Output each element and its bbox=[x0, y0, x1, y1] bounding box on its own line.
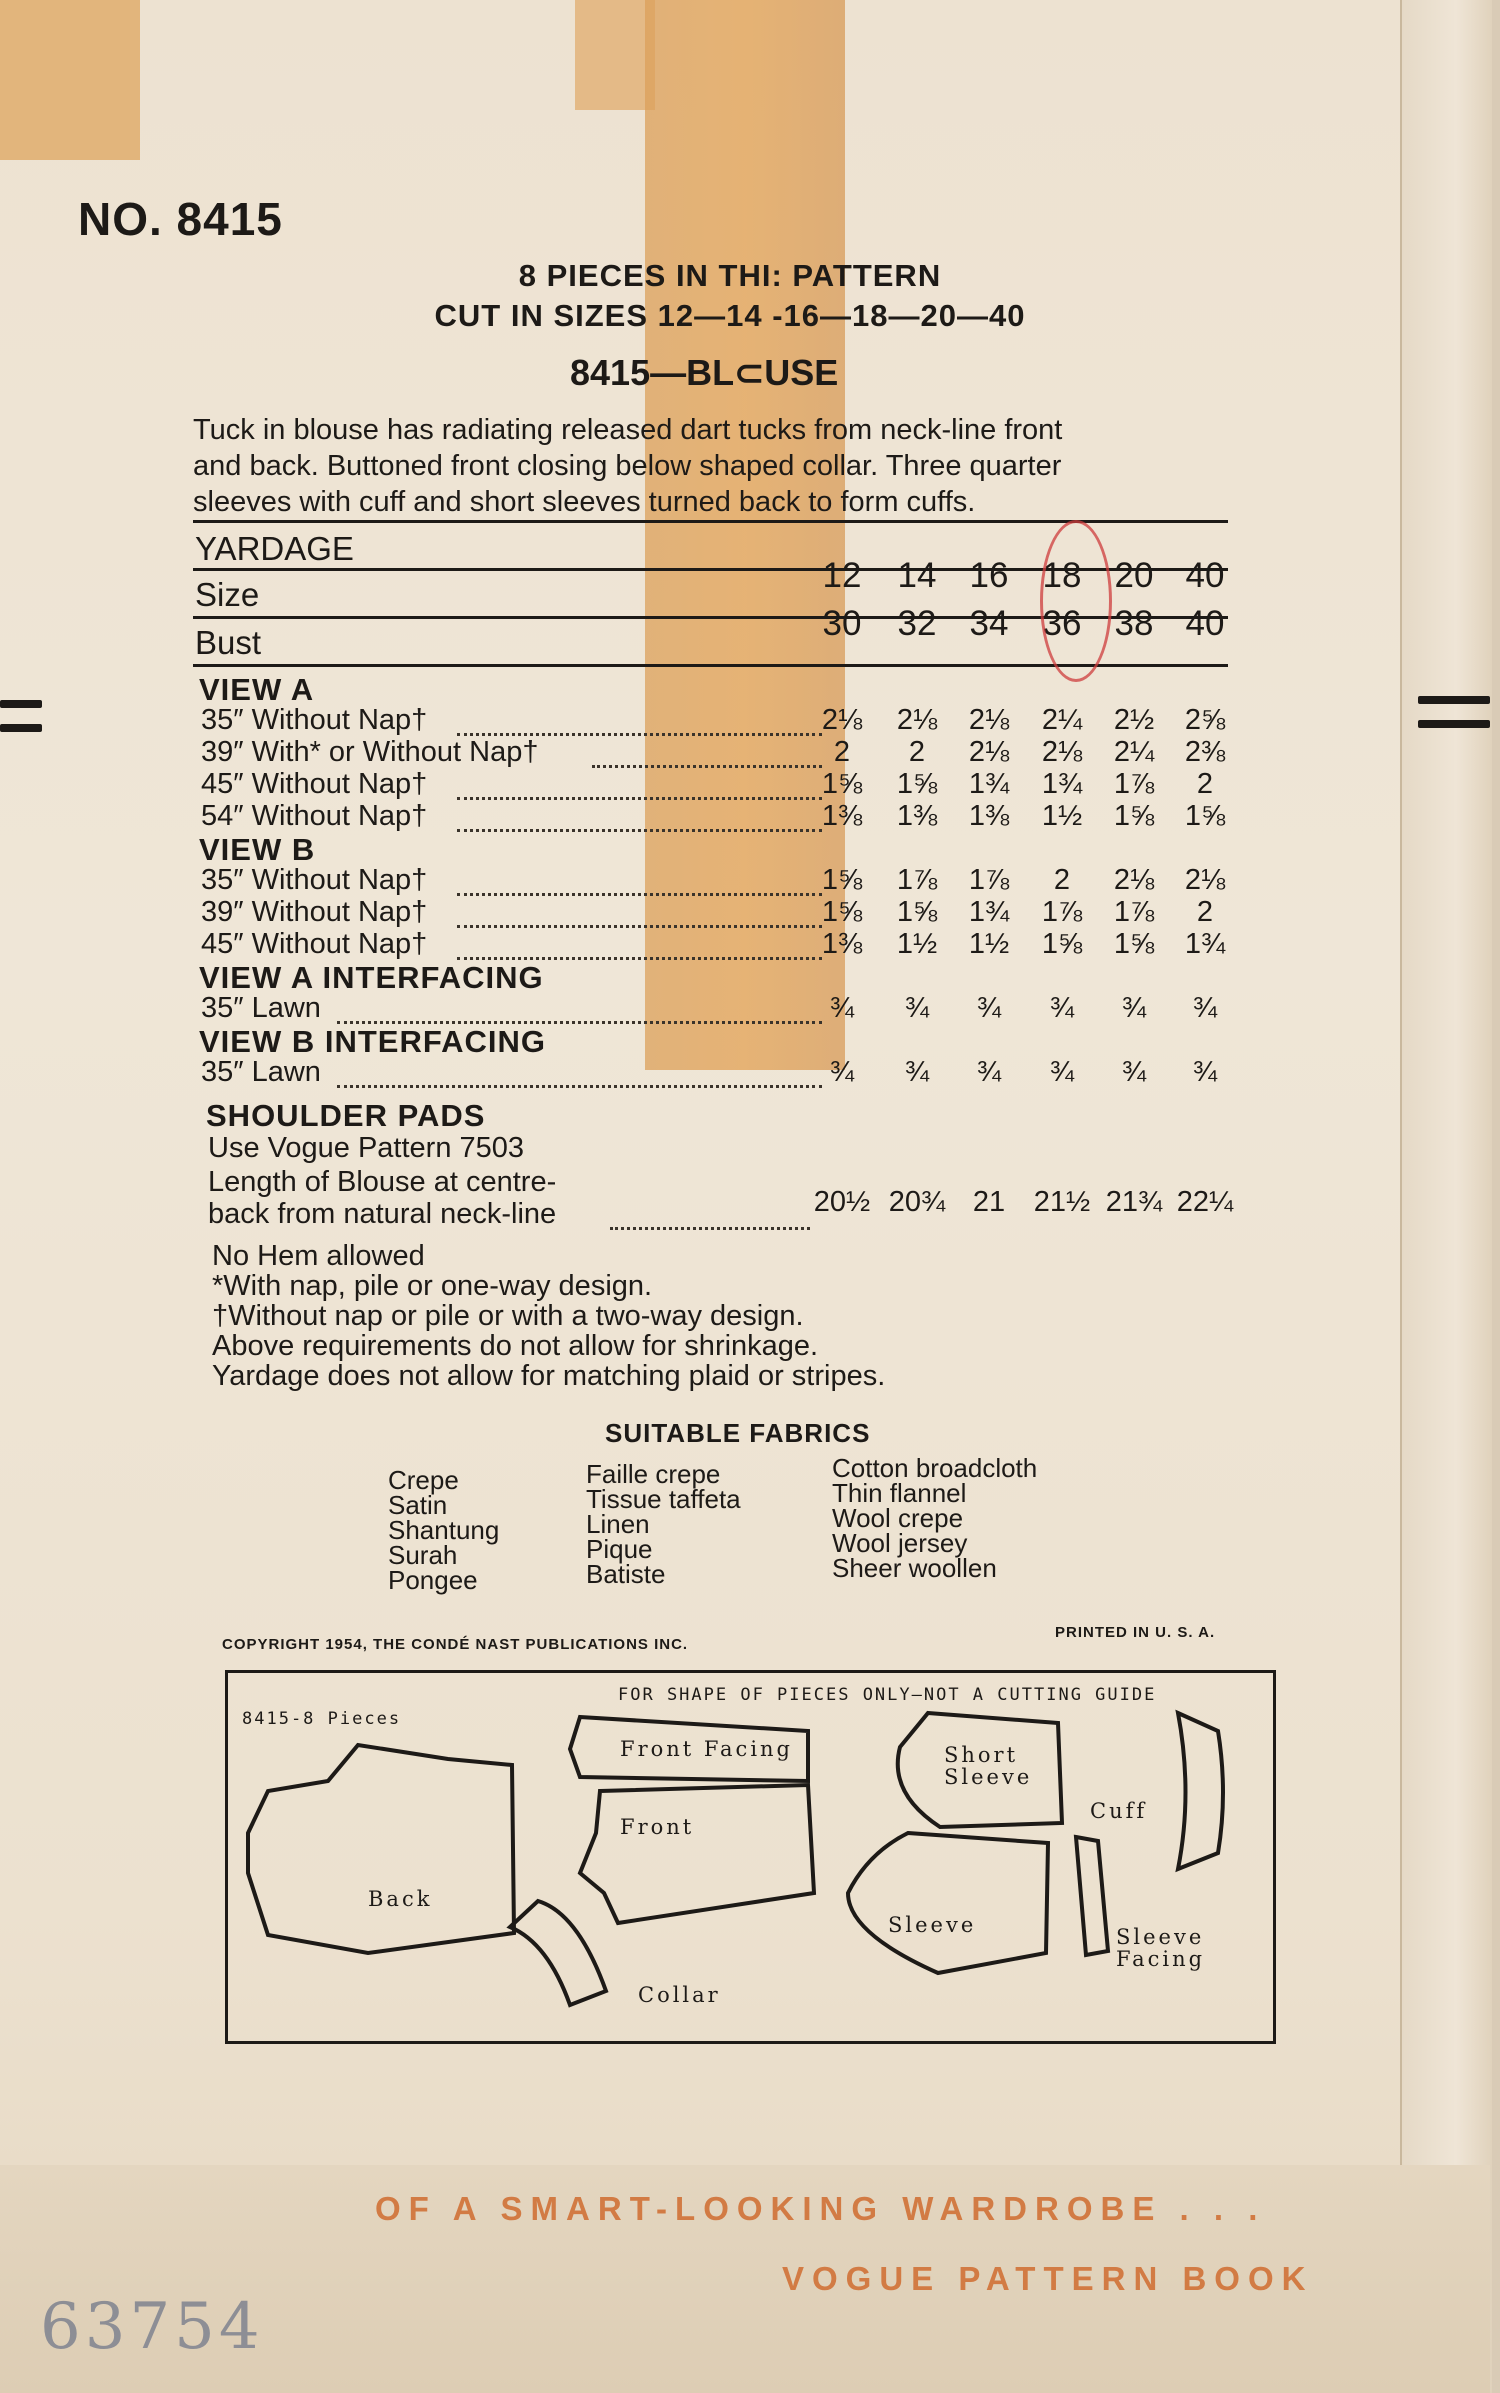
fabrics-column bbox=[832, 1453, 1038, 1583]
length-label: back from natural neck-line bbox=[208, 1198, 557, 1230]
footer-book: VOGUE PATTERN BOOK bbox=[782, 2260, 1314, 2297]
fabrics-column bbox=[586, 1459, 741, 1589]
cuff-shape bbox=[1178, 1713, 1223, 1869]
leader-dots bbox=[457, 928, 822, 960]
fabrics-column bbox=[388, 1465, 500, 1595]
shoulder-pads-heading: SHOULDER PADS bbox=[206, 1098, 486, 1133]
yardage-value: 2⅛ bbox=[968, 736, 1010, 768]
collar-shape bbox=[510, 1901, 606, 2005]
tape-stain bbox=[0, 0, 140, 160]
size-value: 12 bbox=[822, 556, 862, 595]
short-sleeve-label: Short bbox=[944, 1743, 1019, 1767]
yardage-value: 1⅞ bbox=[968, 864, 1010, 896]
sleeve-label: Sleeve bbox=[888, 1913, 977, 1937]
front-label: Front bbox=[620, 1815, 695, 1839]
yardage-value: 1¾ bbox=[1041, 768, 1083, 800]
collar-label: Collar bbox=[638, 1983, 721, 2007]
front-facing-label: Front Facing bbox=[620, 1737, 794, 1761]
length-value: 21 bbox=[972, 1186, 1006, 1218]
row-label: 45″ Without Nap† bbox=[201, 928, 428, 960]
leader-dots bbox=[337, 1056, 822, 1088]
size-value: 40 bbox=[1185, 556, 1225, 595]
leader-dots bbox=[610, 1198, 810, 1230]
yardage-value: ¾ bbox=[829, 992, 855, 1024]
yardage-value: ¾ bbox=[1121, 992, 1147, 1024]
tape-stain bbox=[575, 0, 655, 110]
leader-dots bbox=[337, 992, 822, 1024]
yardage-value: ¾ bbox=[1192, 1056, 1218, 1088]
short-sleeve-label: Sleeve bbox=[944, 1765, 1033, 1789]
yardage-value: 1⅝ bbox=[821, 864, 863, 896]
row-label: 39″ Without Nap† bbox=[201, 896, 428, 928]
fold-mark bbox=[0, 700, 42, 708]
yardage-value: 2 bbox=[833, 736, 851, 768]
fabric: Linen bbox=[586, 1509, 650, 1539]
yardage-value: 1⅝ bbox=[821, 768, 863, 800]
yardage-heading: YARDAGE bbox=[195, 530, 354, 567]
sleeve-shape bbox=[848, 1833, 1048, 1973]
yardage-value: 1⅝ bbox=[1113, 928, 1155, 960]
note: No Hem allowed bbox=[212, 1240, 425, 1272]
pieces-diagram bbox=[225, 1670, 1276, 2044]
leader-dots bbox=[457, 704, 822, 736]
section-heading: VIEW B INTERFACING bbox=[199, 1024, 546, 1059]
yardage-value: 2⅛ bbox=[896, 704, 938, 736]
fold-mark bbox=[1418, 720, 1490, 728]
yardage-value: ¾ bbox=[1049, 1056, 1075, 1088]
bust-value: 40 bbox=[1185, 604, 1225, 643]
front-shape bbox=[580, 1785, 814, 1923]
pattern-title: 8415—BL⊂USE bbox=[570, 352, 839, 393]
yardage-value: 1⅝ bbox=[1184, 800, 1226, 832]
description bbox=[193, 412, 1293, 520]
yardage-value: 2⅜ bbox=[1184, 736, 1226, 768]
sleeve-facing-label: Sleeve bbox=[1116, 1925, 1205, 1949]
yardage-value: 2⅛ bbox=[821, 704, 863, 736]
yardage-value: 1¾ bbox=[968, 896, 1010, 928]
yardage-value: 2⅛ bbox=[1113, 864, 1155, 896]
yardage-value: 1½ bbox=[1041, 800, 1083, 832]
sizes-line: CUT IN SIZES 12—14 -16—18—20—40 bbox=[434, 298, 1026, 333]
length-value: 20¾ bbox=[888, 1186, 946, 1218]
yardage-value: 1¾ bbox=[1184, 928, 1226, 960]
fabric: Tissue taffeta bbox=[586, 1484, 741, 1514]
row-label: 35″ Without Nap† bbox=[201, 704, 428, 736]
yardage-value: 1⅝ bbox=[821, 896, 863, 928]
bust-value: 36 bbox=[1042, 604, 1082, 643]
yardage-value: 2⅛ bbox=[968, 704, 1010, 736]
yardage-value: 2⅛ bbox=[1041, 736, 1083, 768]
row-label: 54″ Without Nap† bbox=[201, 800, 428, 832]
fabric: Crepe bbox=[388, 1465, 459, 1495]
pattern-number: NO. 8415 bbox=[78, 193, 283, 245]
handwritten-stamp: 63754 bbox=[40, 2290, 264, 2364]
yardage-value: 2 bbox=[1196, 768, 1214, 800]
note: †Without nap or pile or with a two-way design. bbox=[212, 1300, 804, 1332]
yardage-value: 2 bbox=[1196, 896, 1214, 928]
fabric: Pique bbox=[586, 1534, 653, 1564]
note: Above requirements do not allow for shrinkage. bbox=[212, 1330, 819, 1362]
back-label: Back bbox=[368, 1887, 433, 1911]
yardage-value: 1⅜ bbox=[821, 928, 863, 960]
yardage-value: 1⅞ bbox=[1113, 768, 1155, 800]
printed-in: PRINTED IN U. S. A. bbox=[1055, 1624, 1216, 1641]
back-shape bbox=[248, 1745, 514, 1953]
yardage-value: 1⅜ bbox=[968, 800, 1010, 832]
leader-dots bbox=[457, 768, 822, 800]
fabric: Cotton broadcloth bbox=[832, 1453, 1038, 1483]
yardage-value: ¾ bbox=[904, 1056, 930, 1088]
yardage-value: ¾ bbox=[904, 992, 930, 1024]
description-line: sleeves with cuff and short sleeves turned back to form cuffs. bbox=[193, 486, 976, 518]
yardage-value: ¾ bbox=[829, 1056, 855, 1088]
length-value: 22¼ bbox=[1176, 1186, 1234, 1218]
size-value: 18 bbox=[1042, 556, 1082, 595]
bust-label: Bust bbox=[195, 624, 262, 661]
note: *With nap, pile or one-way design. bbox=[212, 1270, 653, 1302]
cuff-label: Cuff bbox=[1090, 1799, 1148, 1823]
yardage-value: ¾ bbox=[976, 1056, 1002, 1088]
yardage-value: ¾ bbox=[1049, 992, 1075, 1024]
yardage-value: 1⅝ bbox=[1041, 928, 1083, 960]
leader-dots bbox=[592, 736, 822, 768]
yardage-value: 1⅝ bbox=[896, 896, 938, 928]
yardage-value: 2 bbox=[1053, 864, 1071, 896]
fold-mark bbox=[0, 724, 42, 732]
row-label: 35″ Lawn bbox=[201, 1056, 321, 1088]
yardage-value: 2⅛ bbox=[1184, 864, 1226, 896]
fold-mark bbox=[1418, 696, 1490, 704]
sleeve-facing-label: Facing bbox=[1116, 1947, 1206, 1971]
shoulder-pads-note: Use Vogue Pattern 7503 bbox=[208, 1132, 525, 1164]
fabric: Sheer woollen bbox=[832, 1553, 997, 1583]
yardage-value: 2¼ bbox=[1041, 704, 1083, 736]
yardage-value: 1⅜ bbox=[821, 800, 863, 832]
length-value: 21¾ bbox=[1105, 1186, 1163, 1218]
note: Yardage does not allow for matching plaid or stripes. bbox=[212, 1360, 886, 1392]
fabric: Satin bbox=[388, 1490, 448, 1520]
bust-value: 30 bbox=[822, 604, 862, 643]
diagram-caption: FOR SHAPE OF PIECES ONLY—NOT A CUTTING GUIDE bbox=[618, 1685, 1157, 1705]
row-label: 35″ Without Nap† bbox=[201, 864, 428, 896]
bust-value: 32 bbox=[897, 604, 937, 643]
yardage-value: 1⅝ bbox=[896, 768, 938, 800]
length-label: Length of Blouse at centre- bbox=[208, 1166, 557, 1198]
size-18-circle bbox=[1040, 520, 1112, 682]
yardage-value: 1½ bbox=[968, 928, 1010, 960]
section-heading: VIEW A bbox=[199, 672, 315, 707]
pieces-count: 8 PIECES IN THI: PATTERN bbox=[518, 258, 942, 293]
fabrics-heading: SUITABLE FABRICS bbox=[605, 1418, 871, 1448]
leader-dots bbox=[457, 896, 822, 928]
row-label: 39″ With* or Without Nap† bbox=[201, 736, 539, 768]
yardage-value: ¾ bbox=[1192, 992, 1218, 1024]
description-line: and back. Buttoned front closing below shaped collar. Three quarter bbox=[193, 450, 1062, 482]
fabric: Shantung bbox=[388, 1515, 500, 1545]
footer-slogan: OF A SMART-LOOKING WARDROBE . . . bbox=[375, 2190, 1266, 2227]
yardage-value: ¾ bbox=[1121, 1056, 1147, 1088]
yardage-value: 2 bbox=[908, 736, 926, 768]
envelope-side-flap bbox=[1400, 0, 1492, 2393]
yardage-value: 2⅝ bbox=[1184, 704, 1226, 736]
description-line: Tuck in blouse has radiating released dart tucks from neck-line front bbox=[193, 414, 1063, 446]
fabric: Faille crepe bbox=[586, 1459, 721, 1489]
yardage-value: 1⅜ bbox=[896, 800, 938, 832]
fabric: Thin flannel bbox=[832, 1478, 967, 1508]
yardage-value: 2½ bbox=[1113, 704, 1155, 736]
row-label: 45″ Without Nap† bbox=[201, 768, 428, 800]
leader-dots bbox=[457, 800, 822, 832]
fabric: Batiste bbox=[586, 1559, 666, 1589]
size-value: 16 bbox=[969, 556, 1009, 595]
row-label: 35″ Lawn bbox=[201, 992, 321, 1024]
fabric: Pongee bbox=[388, 1565, 478, 1595]
yardage-value: 1⅞ bbox=[1041, 896, 1083, 928]
bust-value: 34 bbox=[969, 604, 1009, 643]
yardage-value: 1⅝ bbox=[1113, 800, 1155, 832]
fabric: Surah bbox=[388, 1540, 458, 1570]
yardage-value: 1½ bbox=[896, 928, 938, 960]
bust-value: 38 bbox=[1114, 604, 1154, 643]
fabric: Wool crepe bbox=[832, 1503, 964, 1533]
section-heading: VIEW A INTERFACING bbox=[199, 960, 544, 995]
size-value: 14 bbox=[897, 556, 937, 595]
yardage-value: 1⅞ bbox=[1113, 896, 1155, 928]
leader-dots bbox=[457, 864, 822, 896]
size-value: 20 bbox=[1114, 556, 1154, 595]
yardage-value: ¾ bbox=[976, 992, 1002, 1024]
size-label: Size bbox=[195, 576, 260, 613]
yardage-value: 1¾ bbox=[968, 768, 1010, 800]
section-heading: VIEW B bbox=[199, 832, 316, 867]
length-value: 20½ bbox=[813, 1186, 871, 1218]
length-value: 21½ bbox=[1033, 1186, 1091, 1218]
yardage-value: 1⅞ bbox=[896, 864, 938, 896]
copyright: COPYRIGHT 1954, THE CONDÉ NAST PUBLICATIONS INC. bbox=[222, 1636, 689, 1653]
sleeve-facing-shape bbox=[1076, 1837, 1108, 1955]
fabric: Wool jersey bbox=[832, 1528, 968, 1558]
yardage-value: 2¼ bbox=[1113, 736, 1155, 768]
pieces-count-label: 8415-8 Pieces bbox=[242, 1709, 402, 1729]
